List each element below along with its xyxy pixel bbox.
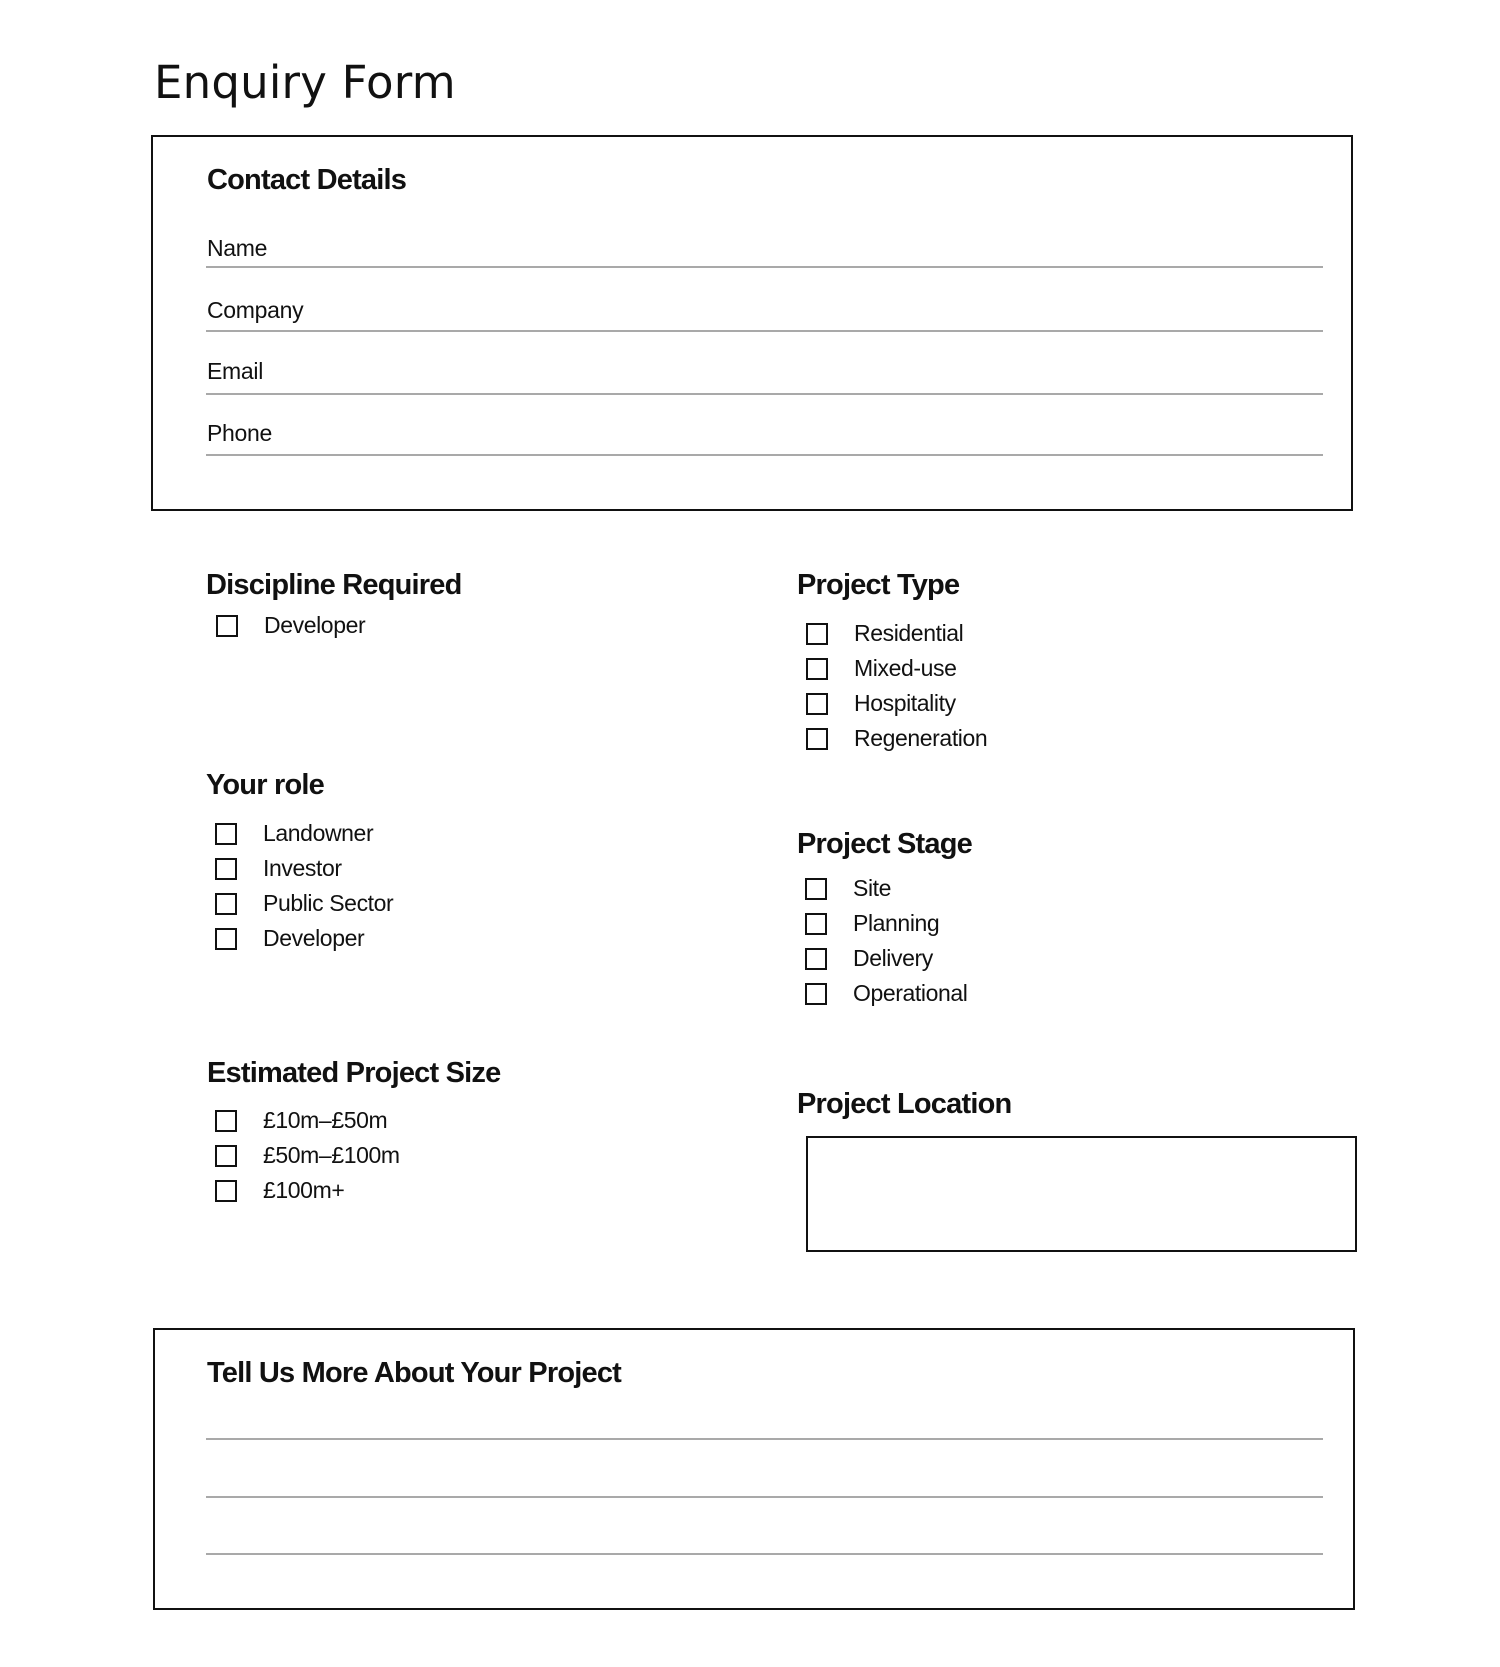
option-label: £10m–£50m xyxy=(263,1107,388,1133)
checkbox[interactable] xyxy=(215,893,237,915)
discipline-option-developer[interactable] xyxy=(216,612,365,639)
role-option-landowner[interactable] xyxy=(215,820,373,847)
option-label: Operational xyxy=(853,980,968,1006)
checkbox[interactable] xyxy=(216,615,238,637)
size-option-100m-plus[interactable] xyxy=(215,1177,344,1204)
type-option-regeneration[interactable] xyxy=(806,725,987,752)
email-field[interactable] xyxy=(206,393,1323,395)
checkbox[interactable] xyxy=(805,913,827,935)
option-label: Landowner xyxy=(263,820,374,846)
project-stage-heading: Project Stage xyxy=(797,828,972,860)
project-details-line-3[interactable] xyxy=(206,1553,1323,1555)
type-option-residential[interactable] xyxy=(806,620,963,647)
stage-option-site[interactable] xyxy=(805,875,891,902)
phone-field[interactable] xyxy=(206,454,1323,456)
role-option-investor[interactable] xyxy=(215,855,342,882)
checkbox[interactable] xyxy=(806,693,828,715)
discipline-required-heading: Discipline Required xyxy=(206,569,462,601)
option-label: Investor xyxy=(263,855,342,881)
project-location-input[interactable] xyxy=(806,1136,1357,1252)
option-label: £100m+ xyxy=(263,1177,345,1203)
option-label: Residential xyxy=(854,620,964,646)
project-details-line-1[interactable] xyxy=(206,1438,1323,1440)
stage-option-delivery[interactable] xyxy=(805,945,933,972)
estimated-project-size-heading: Estimated Project Size xyxy=(207,1057,501,1089)
checkbox[interactable] xyxy=(806,658,828,680)
checkbox[interactable] xyxy=(215,1110,237,1132)
name-label: Name xyxy=(207,235,268,261)
role-option-public-sector[interactable] xyxy=(215,890,393,917)
option-label: Public Sector xyxy=(263,890,394,916)
size-option-50m-100m[interactable] xyxy=(215,1142,400,1169)
checkbox[interactable] xyxy=(215,858,237,880)
size-option-10m-50m[interactable] xyxy=(215,1107,387,1134)
stage-option-planning[interactable] xyxy=(805,910,939,937)
checkbox[interactable] xyxy=(805,878,827,900)
option-label: Delivery xyxy=(853,945,933,971)
checkbox[interactable] xyxy=(215,823,237,845)
company-label: Company xyxy=(207,297,304,323)
email-label: Email xyxy=(207,358,264,384)
project-type-heading: Project Type xyxy=(797,569,960,601)
page-title: Enquiry Form xyxy=(154,56,456,109)
checkbox[interactable] xyxy=(805,983,827,1005)
checkbox[interactable] xyxy=(215,1180,237,1202)
checkbox[interactable] xyxy=(215,928,237,950)
option-label: Planning xyxy=(853,910,940,936)
option-label: Developer xyxy=(263,925,365,951)
role-option-developer[interactable] xyxy=(215,925,364,952)
checkbox[interactable] xyxy=(805,948,827,970)
option-label: Developer xyxy=(264,612,366,638)
company-field[interactable] xyxy=(206,330,1323,332)
tell-us-more-heading: Tell Us More About Your Project xyxy=(207,1357,622,1389)
option-label: £50m–£100m xyxy=(263,1142,400,1168)
type-option-hospitality[interactable] xyxy=(806,690,956,717)
option-label: Mixed-use xyxy=(854,655,957,681)
checkbox[interactable] xyxy=(806,623,828,645)
name-field[interactable] xyxy=(206,266,1323,268)
option-label: Hospitality xyxy=(854,690,956,716)
checkbox[interactable] xyxy=(806,728,828,750)
type-option-mixed-use[interactable] xyxy=(806,655,957,682)
project-details-line-2[interactable] xyxy=(206,1496,1323,1498)
project-location-heading: Project Location xyxy=(797,1088,1012,1120)
contact-details-heading: Contact Details xyxy=(207,164,407,196)
your-role-heading: Your role xyxy=(206,769,324,801)
stage-option-operational[interactable] xyxy=(805,980,968,1007)
option-label: Regeneration xyxy=(854,725,988,751)
phone-label: Phone xyxy=(207,420,273,446)
checkbox[interactable] xyxy=(215,1145,237,1167)
option-label: Site xyxy=(853,875,892,901)
